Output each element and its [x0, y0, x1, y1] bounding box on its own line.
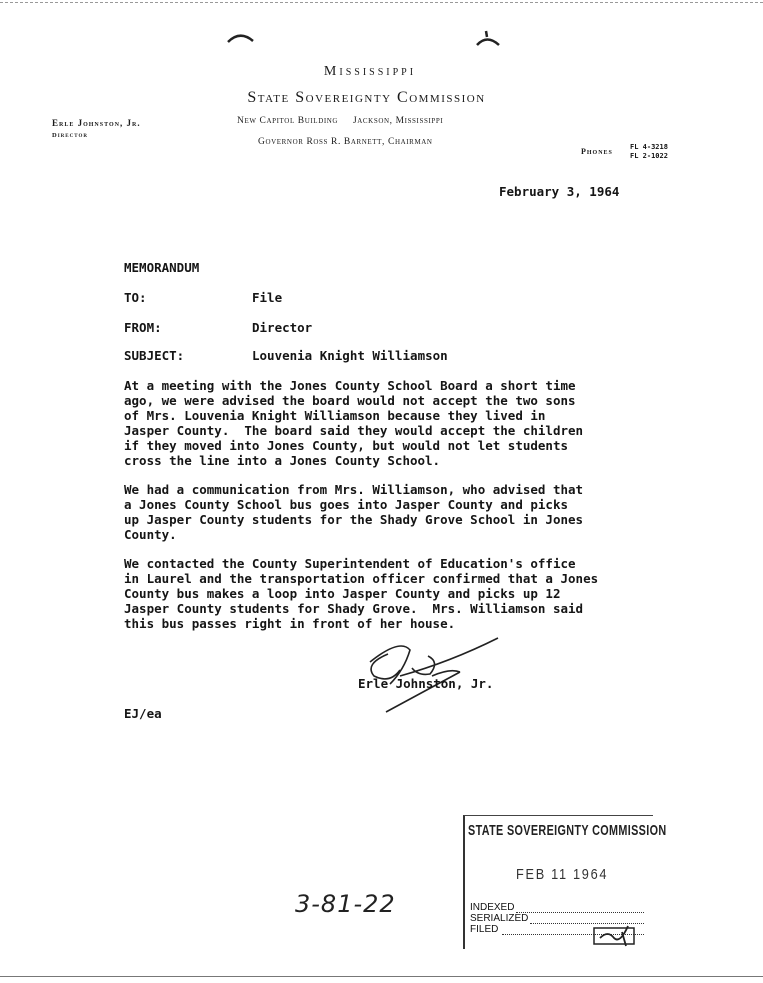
handwritten-signature: [360, 632, 510, 716]
bottom-edge: [0, 976, 763, 977]
phone-number: FL 2-1022: [630, 152, 668, 160]
stamp-row-serialized: SERIALIZED: [470, 913, 529, 924]
memo-date: February 3, 1964: [499, 184, 620, 199]
memo-heading: MEMORANDUM: [124, 260, 200, 275]
seal-mark-left: [226, 30, 256, 46]
stamp-line: [516, 912, 644, 913]
typist-initials: EJ/ea: [124, 706, 162, 721]
phones-label: Phones: [581, 147, 613, 156]
stamp-title: STATE SOVEREIGNTY COMMISSION: [468, 822, 667, 839]
phone-number: FL 4-3218: [630, 143, 668, 151]
letterhead-governor: Governor Ross R. Barnett, Chairman: [258, 137, 433, 147]
letterhead-address: New Capitol Building Jackson, Mississippi: [237, 116, 444, 126]
from-value: Director: [252, 320, 313, 335]
stamp-initials-mark: [592, 922, 642, 948]
letterhead-director-name: Erle Johnston, Jr.: [52, 118, 141, 128]
subject-label: SUBJECT:: [124, 348, 185, 363]
handwritten-file-number: 3-81-22: [295, 890, 396, 918]
subject-value: Louvenia Knight Williamson: [252, 348, 448, 363]
stamp-date: FEB 11 1964: [516, 866, 609, 883]
body-paragraph: We contacted the County Superintendent of Education's office in Laurel and the transportation officer confirmed that a Jones County bus makes a loop into Jasper County and picks up 12 Jasper County students for Shady Grove. Mrs. Williamson said this bus passes right in front of her house.: [124, 556, 599, 631]
signature-typed: Erle Johnston, Jr.: [358, 676, 494, 691]
to-label: TO:: [124, 290, 147, 305]
body-paragraph: At a meeting with the Jones County School Board a short time ago, we were advised the board would not accept the two sons of Mrs. Louvenia Knight Williamson because they lived in Jasper County. The board said they would accept the children if they moved into Jones County, but would not let students cross the line into a Jones County School.: [124, 378, 584, 468]
to-value: File: [252, 290, 283, 305]
stamp-row-indexed: INDEXED: [470, 902, 515, 913]
letterhead-state: Mississippi: [323, 64, 417, 79]
stamp-row-filed: FILED: [470, 924, 499, 935]
letterhead-commission: State Sovereignty Commission: [247, 89, 486, 106]
letterhead-director-title: Director: [52, 132, 88, 139]
seal-mark-right: [474, 28, 502, 50]
from-label: FROM:: [124, 320, 162, 335]
body-paragraph: We had a communication from Mrs. Williamson, who advised that a Jones County School bus goes into Jasper County and picks up Jasper County students for the Shady Grove School in Jones County.: [124, 482, 584, 542]
top-edge: [0, 2, 763, 3]
